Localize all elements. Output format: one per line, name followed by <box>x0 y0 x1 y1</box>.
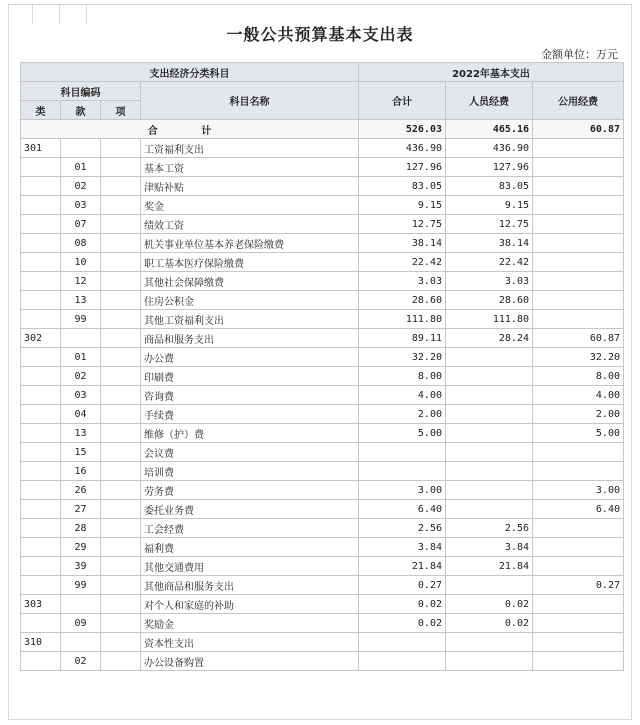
lei-code <box>21 177 61 196</box>
kuan-code: 02 <box>61 177 101 196</box>
amount-personnel: 38.14 <box>446 234 533 253</box>
subject-name: 手续费 <box>141 405 359 424</box>
subject-name: 商品和服务支出 <box>141 329 359 348</box>
kuan-code: 15 <box>61 443 101 462</box>
kuan-code: 01 <box>61 348 101 367</box>
xiang-code <box>101 272 141 291</box>
amount-public <box>533 139 624 158</box>
amount-public <box>533 652 624 671</box>
lei-code <box>21 348 61 367</box>
amount-total: 28.60 <box>359 291 446 310</box>
table-row <box>21 329 624 348</box>
subject-name: 咨询费 <box>141 386 359 405</box>
kuan-code <box>61 595 101 614</box>
kuan-code: 07 <box>61 215 101 234</box>
kuan-code: 03 <box>61 196 101 215</box>
total-row <box>21 120 624 139</box>
xiang-code <box>101 291 141 310</box>
amount-personnel <box>446 633 533 652</box>
amount-personnel: 436.90 <box>446 139 533 158</box>
total-public: 60.87 <box>533 120 624 139</box>
amount-total: 3.00 <box>359 481 446 500</box>
subject-name: 机关事业单位基本养老保险缴费 <box>141 234 359 253</box>
subject-name: 其他社会保障缴费 <box>141 272 359 291</box>
amount-personnel <box>446 405 533 424</box>
header-total: 合计 <box>359 82 446 120</box>
xiang-code <box>101 424 141 443</box>
table-row <box>21 215 624 234</box>
lei-code <box>21 234 61 253</box>
amount-personnel <box>446 652 533 671</box>
table-row <box>21 500 624 519</box>
amount-personnel <box>446 348 533 367</box>
amount-total <box>359 652 446 671</box>
subject-name: 对个人和家庭的补助 <box>141 595 359 614</box>
subject-name: 住房公积金 <box>141 291 359 310</box>
table-row <box>21 576 624 595</box>
amount-public: 2.00 <box>533 405 624 424</box>
amount-personnel: 21.84 <box>446 557 533 576</box>
xiang-code <box>101 348 141 367</box>
xiang-code <box>101 367 141 386</box>
amount-public <box>533 177 624 196</box>
xiang-code <box>101 538 141 557</box>
amount-personnel <box>446 443 533 462</box>
subject-name: 培训费 <box>141 462 359 481</box>
xiang-code <box>101 139 141 158</box>
amount-public: 8.00 <box>533 367 624 386</box>
amount-total: 127.96 <box>359 158 446 177</box>
amount-public <box>533 310 624 329</box>
xiang-code <box>101 481 141 500</box>
xiang-code <box>101 158 141 177</box>
amount-public <box>533 614 624 633</box>
table-row <box>21 139 624 158</box>
kuan-code: 03 <box>61 386 101 405</box>
amount-public: 5.00 <box>533 424 624 443</box>
amount-personnel: 127.96 <box>446 158 533 177</box>
xiang-code <box>101 215 141 234</box>
table-row <box>21 158 624 177</box>
xiang-code <box>101 310 141 329</box>
lei-code <box>21 405 61 424</box>
xiang-code <box>101 329 141 348</box>
amount-total: 436.90 <box>359 139 446 158</box>
amount-personnel <box>446 424 533 443</box>
xiang-code <box>101 595 141 614</box>
table-row <box>21 633 624 652</box>
xiang-code <box>101 196 141 215</box>
kuan-code: 01 <box>61 158 101 177</box>
subject-name: 津贴补贴 <box>141 177 359 196</box>
header-subject-code: 科目编码 <box>21 82 141 101</box>
amount-public <box>533 272 624 291</box>
subject-name: 奖金 <box>141 196 359 215</box>
subject-name: 其他商品和服务支出 <box>141 576 359 595</box>
amount-total: 2.56 <box>359 519 446 538</box>
lei-code <box>21 158 61 177</box>
kuan-code: 12 <box>61 272 101 291</box>
lei-code: 301 <box>21 139 61 158</box>
header-public: 公用经费 <box>533 82 624 120</box>
kuan-code: 39 <box>61 557 101 576</box>
lei-code <box>21 367 61 386</box>
amount-public <box>533 519 624 538</box>
kuan-code: 04 <box>61 405 101 424</box>
lei-code <box>21 424 61 443</box>
amount-public: 3.00 <box>533 481 624 500</box>
amount-personnel: 9.15 <box>446 196 533 215</box>
table-row <box>21 652 624 671</box>
table-row <box>21 557 624 576</box>
subject-name: 维修（护）费 <box>141 424 359 443</box>
amount-total: 89.11 <box>359 329 446 348</box>
lei-code <box>21 576 61 595</box>
subject-name: 奖励金 <box>141 614 359 633</box>
amount-total: 0.02 <box>359 614 446 633</box>
amount-personnel: 2.56 <box>446 519 533 538</box>
header-kuan: 款 <box>61 101 101 120</box>
subject-name: 其他工资福利支出 <box>141 310 359 329</box>
lei-code <box>21 443 61 462</box>
amount-total: 3.03 <box>359 272 446 291</box>
amount-personnel <box>446 481 533 500</box>
kuan-code: 08 <box>61 234 101 253</box>
table-row <box>21 462 624 481</box>
xiang-code <box>101 519 141 538</box>
table-row <box>21 424 624 443</box>
amount-public <box>533 557 624 576</box>
amount-total: 0.02 <box>359 595 446 614</box>
header-classification: 支出经济分类科目 <box>21 63 359 82</box>
subject-name: 工资福利支出 <box>141 139 359 158</box>
amount-total: 21.84 <box>359 557 446 576</box>
amount-public <box>533 633 624 652</box>
amount-total <box>359 443 446 462</box>
lei-code <box>21 196 61 215</box>
amount-total <box>359 633 446 652</box>
amount-total: 3.84 <box>359 538 446 557</box>
amount-personnel: 0.02 <box>446 595 533 614</box>
table-row <box>21 291 624 310</box>
lei-code <box>21 215 61 234</box>
lei-code <box>21 557 61 576</box>
kuan-code: 28 <box>61 519 101 538</box>
amount-personnel: 28.60 <box>446 291 533 310</box>
subject-name: 劳务费 <box>141 481 359 500</box>
total-personnel: 465.16 <box>446 120 533 139</box>
table-row <box>21 367 624 386</box>
kuan-code <box>61 329 101 348</box>
amount-total: 5.00 <box>359 424 446 443</box>
amount-public <box>533 595 624 614</box>
amount-public <box>533 443 624 462</box>
amount-personnel: 3.03 <box>446 272 533 291</box>
amount-total: 8.00 <box>359 367 446 386</box>
header-xiang: 项 <box>101 101 141 120</box>
kuan-code: 99 <box>61 576 101 595</box>
amount-public: 60.87 <box>533 329 624 348</box>
amount-total: 83.05 <box>359 177 446 196</box>
subject-name: 基本工资 <box>141 158 359 177</box>
amount-personnel <box>446 576 533 595</box>
lei-code <box>21 310 61 329</box>
lei-code <box>21 462 61 481</box>
table-row <box>21 595 624 614</box>
xiang-code <box>101 443 141 462</box>
amount-total: 0.27 <box>359 576 446 595</box>
amount-total: 12.75 <box>359 215 446 234</box>
lei-code <box>21 519 61 538</box>
kuan-code: 10 <box>61 253 101 272</box>
amount-total: 4.00 <box>359 386 446 405</box>
table-row <box>21 538 624 557</box>
table-row <box>21 177 624 196</box>
lei-code: 303 <box>21 595 61 614</box>
table-row <box>21 614 624 633</box>
table-row <box>21 405 624 424</box>
subject-name: 职工基本医疗保险缴费 <box>141 253 359 272</box>
xiang-code <box>101 253 141 272</box>
amount-public: 6.40 <box>533 500 624 519</box>
kuan-code: 29 <box>61 538 101 557</box>
report-title: 一般公共预算基本支出表 <box>226 25 414 44</box>
xiang-code <box>101 462 141 481</box>
subject-name: 资本性支出 <box>141 633 359 652</box>
header-personnel: 人员经费 <box>446 82 533 120</box>
subject-name: 绩效工资 <box>141 215 359 234</box>
frame-divider <box>32 4 33 24</box>
subject-name: 福利费 <box>141 538 359 557</box>
amount-public <box>533 158 624 177</box>
table-row <box>21 519 624 538</box>
frame-divider <box>59 4 60 24</box>
lei-code: 310 <box>21 633 61 652</box>
amount-public <box>533 253 624 272</box>
table-row <box>21 253 624 272</box>
amount-personnel <box>446 500 533 519</box>
kuan-code <box>61 139 101 158</box>
amount-personnel: 22.42 <box>446 253 533 272</box>
amount-personnel <box>446 386 533 405</box>
amount-unit: 金额单位：万元 <box>541 48 618 61</box>
subject-name: 委托业务费 <box>141 500 359 519</box>
xiang-code <box>101 500 141 519</box>
xiang-code <box>101 234 141 253</box>
table-row <box>21 234 624 253</box>
xiang-code <box>101 652 141 671</box>
frame-divider <box>86 4 87 24</box>
header-subject-name: 科目名称 <box>141 82 359 120</box>
kuan-code: 99 <box>61 310 101 329</box>
amount-total: 2.00 <box>359 405 446 424</box>
amount-personnel: 28.24 <box>446 329 533 348</box>
amount-total <box>359 462 446 481</box>
lei-code <box>21 386 61 405</box>
table-row <box>21 481 624 500</box>
amount-total: 38.14 <box>359 234 446 253</box>
kuan-code: 26 <box>61 481 101 500</box>
lei-code <box>21 253 61 272</box>
amount-public: 4.00 <box>533 386 624 405</box>
subject-name: 会议费 <box>141 443 359 462</box>
kuan-code: 02 <box>61 367 101 386</box>
amount-personnel <box>446 367 533 386</box>
total-label: 合 计 <box>21 120 359 139</box>
table-row <box>21 272 624 291</box>
header-lei: 类 <box>21 101 61 120</box>
header-2022-basic-expenditure: 2022年基本支出 <box>359 63 624 82</box>
lei-code <box>21 500 61 519</box>
xiang-code <box>101 386 141 405</box>
amount-public <box>533 234 624 253</box>
kuan-code: 13 <box>61 424 101 443</box>
xiang-code <box>101 405 141 424</box>
kuan-code: 13 <box>61 291 101 310</box>
subject-name: 工会经费 <box>141 519 359 538</box>
xiang-code <box>101 557 141 576</box>
amount-total: 6.40 <box>359 500 446 519</box>
budget-table <box>20 62 624 671</box>
table-row <box>21 348 624 367</box>
subject-name: 其他交通费用 <box>141 557 359 576</box>
amount-total: 9.15 <box>359 196 446 215</box>
kuan-code: 16 <box>61 462 101 481</box>
amount-personnel <box>446 462 533 481</box>
lei-code <box>21 652 61 671</box>
table-row <box>21 310 624 329</box>
lei-code <box>21 614 61 633</box>
amount-personnel: 12.75 <box>446 215 533 234</box>
subject-name: 办公费 <box>141 348 359 367</box>
kuan-code: 09 <box>61 614 101 633</box>
amount-public: 0.27 <box>533 576 624 595</box>
lei-code <box>21 481 61 500</box>
lei-code <box>21 291 61 310</box>
amount-public <box>533 538 624 557</box>
kuan-code <box>61 633 101 652</box>
xiang-code <box>101 177 141 196</box>
amount-total: 32.20 <box>359 348 446 367</box>
amount-public: 32.20 <box>533 348 624 367</box>
xiang-code <box>101 614 141 633</box>
lei-code: 302 <box>21 329 61 348</box>
kuan-code: 27 <box>61 500 101 519</box>
xiang-code <box>101 576 141 595</box>
lei-code <box>21 538 61 557</box>
subject-name: 印刷费 <box>141 367 359 386</box>
kuan-code: 02 <box>61 652 101 671</box>
amount-personnel: 111.80 <box>446 310 533 329</box>
total-amount: 526.03 <box>359 120 446 139</box>
xiang-code <box>101 633 141 652</box>
table-row <box>21 386 624 405</box>
amount-total: 22.42 <box>359 253 446 272</box>
subject-name: 办公设备购置 <box>141 652 359 671</box>
amount-personnel: 0.02 <box>446 614 533 633</box>
table-row <box>21 443 624 462</box>
amount-public <box>533 196 624 215</box>
amount-public <box>533 462 624 481</box>
lei-code <box>21 272 61 291</box>
amount-personnel: 83.05 <box>446 177 533 196</box>
table-row <box>21 196 624 215</box>
amount-public <box>533 291 624 310</box>
amount-total: 111.80 <box>359 310 446 329</box>
amount-public <box>533 215 624 234</box>
amount-personnel: 3.84 <box>446 538 533 557</box>
